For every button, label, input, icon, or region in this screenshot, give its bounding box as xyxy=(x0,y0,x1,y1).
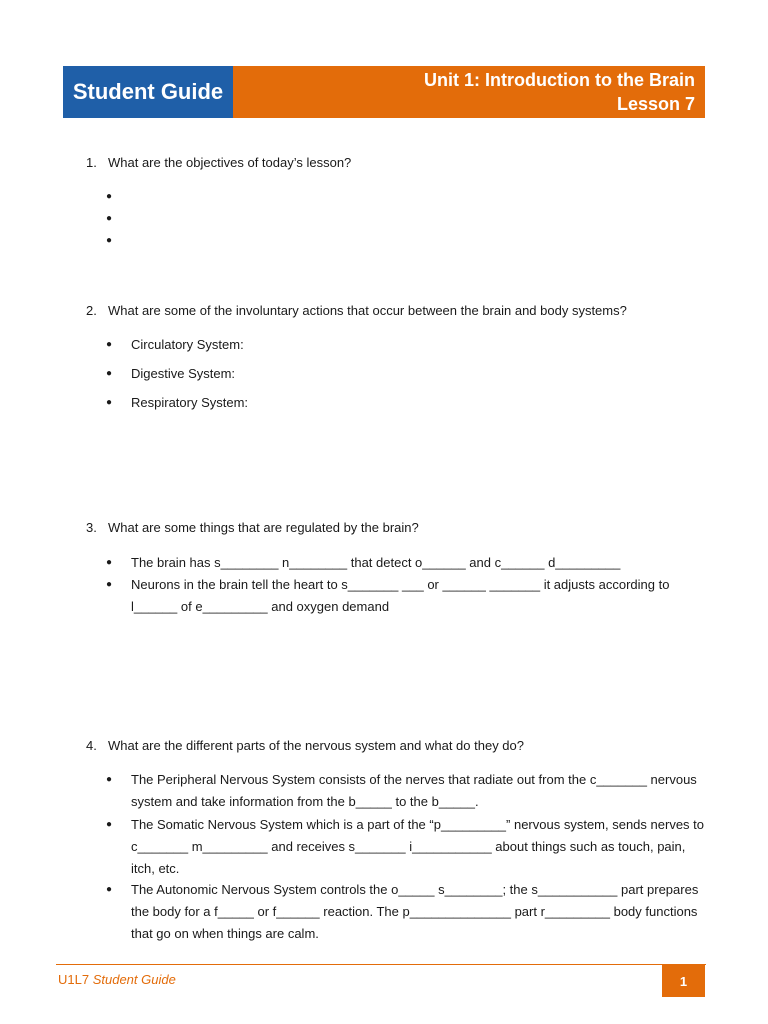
page-number: 1 xyxy=(662,965,705,997)
bullet-icon: ● xyxy=(106,339,113,350)
list-item xyxy=(106,814,706,880)
footer-guide-label: Student Guide xyxy=(92,972,176,987)
question-1 xyxy=(86,155,351,170)
objective-blank-1 xyxy=(106,186,706,208)
list-item xyxy=(106,769,706,813)
question-text: What are some of the involuntary actions that occur between the brain and body systems? xyxy=(108,303,627,318)
question-number: 1. xyxy=(86,155,97,170)
footer-label xyxy=(58,972,176,987)
bullet-icon: ● xyxy=(106,235,113,246)
list-item xyxy=(106,334,706,356)
unit-title-block xyxy=(233,66,705,118)
bullet-icon: ● xyxy=(106,579,113,590)
list-item xyxy=(106,552,706,574)
lesson-title: Lesson 7 xyxy=(616,94,695,114)
bullet-icon: ● xyxy=(106,557,113,568)
bullet-icon: ● xyxy=(106,191,113,202)
objective-blank-2 xyxy=(106,208,706,230)
bullet-icon: ● xyxy=(106,397,113,408)
question-text: What are some things that are regulated by the brain? xyxy=(108,520,419,535)
list-item xyxy=(106,392,706,414)
objective-blank-3 xyxy=(106,230,706,252)
question-number: 4. xyxy=(86,738,97,753)
bullet-icon: ● xyxy=(106,819,113,830)
bullet-text: Digestive System: xyxy=(131,366,236,381)
bullet-icon: ● xyxy=(106,774,113,785)
question-3 xyxy=(86,520,419,535)
bullet-text: The brain has s________ n________ that detect o______ and c______ d_________ xyxy=(131,555,621,570)
bullet-icon: ● xyxy=(106,368,113,379)
list-item xyxy=(106,879,706,945)
bullet-text: The Somatic Nervous System which is a part of the “p_________” nervous system, sends nerves to c_______ m_________ and receives s_______ i___________ about things such as touch, pain, itch, etc. xyxy=(131,817,704,876)
bullet-text: The Autonomic Nervous System controls the o_____ s________; the s___________ part prepares the body for a f_____ or f______ reaction. The p______________ part r_________ body functions that go on when things are calm. xyxy=(131,882,699,941)
bullet-icon: ● xyxy=(106,213,113,224)
unit-title: Unit 1: Introduction to the Brain xyxy=(424,70,695,90)
footer-code: U1L7 xyxy=(58,972,90,987)
student-guide-title: Student Guide xyxy=(63,66,233,118)
question-text: What are the different parts of the nervous system and what do they do? xyxy=(108,738,524,753)
footer-divider xyxy=(56,964,706,965)
question-number: 2. xyxy=(86,303,97,318)
bullet-text: The Peripheral Nervous System consists of the nerves that radiate out from the c_______ nervous system and take information from the b_____ to the b_____. xyxy=(131,772,697,809)
question-number: 3. xyxy=(86,520,97,535)
question-4 xyxy=(86,738,524,753)
bullet-icon: ● xyxy=(106,884,113,895)
question-2 xyxy=(86,303,627,318)
list-item xyxy=(106,363,706,385)
page-header xyxy=(63,66,705,118)
bullet-text: Neurons in the brain tell the heart to s_______ ___ or ______ _______ it adjusts according to l______ of e_________ and oxygen demand xyxy=(131,577,670,614)
bullet-text: Circulatory System: xyxy=(131,337,244,352)
list-item xyxy=(106,574,706,618)
bullet-text: Respiratory System: xyxy=(131,395,249,410)
question-text: What are the objectives of today’s lesson? xyxy=(108,155,352,170)
